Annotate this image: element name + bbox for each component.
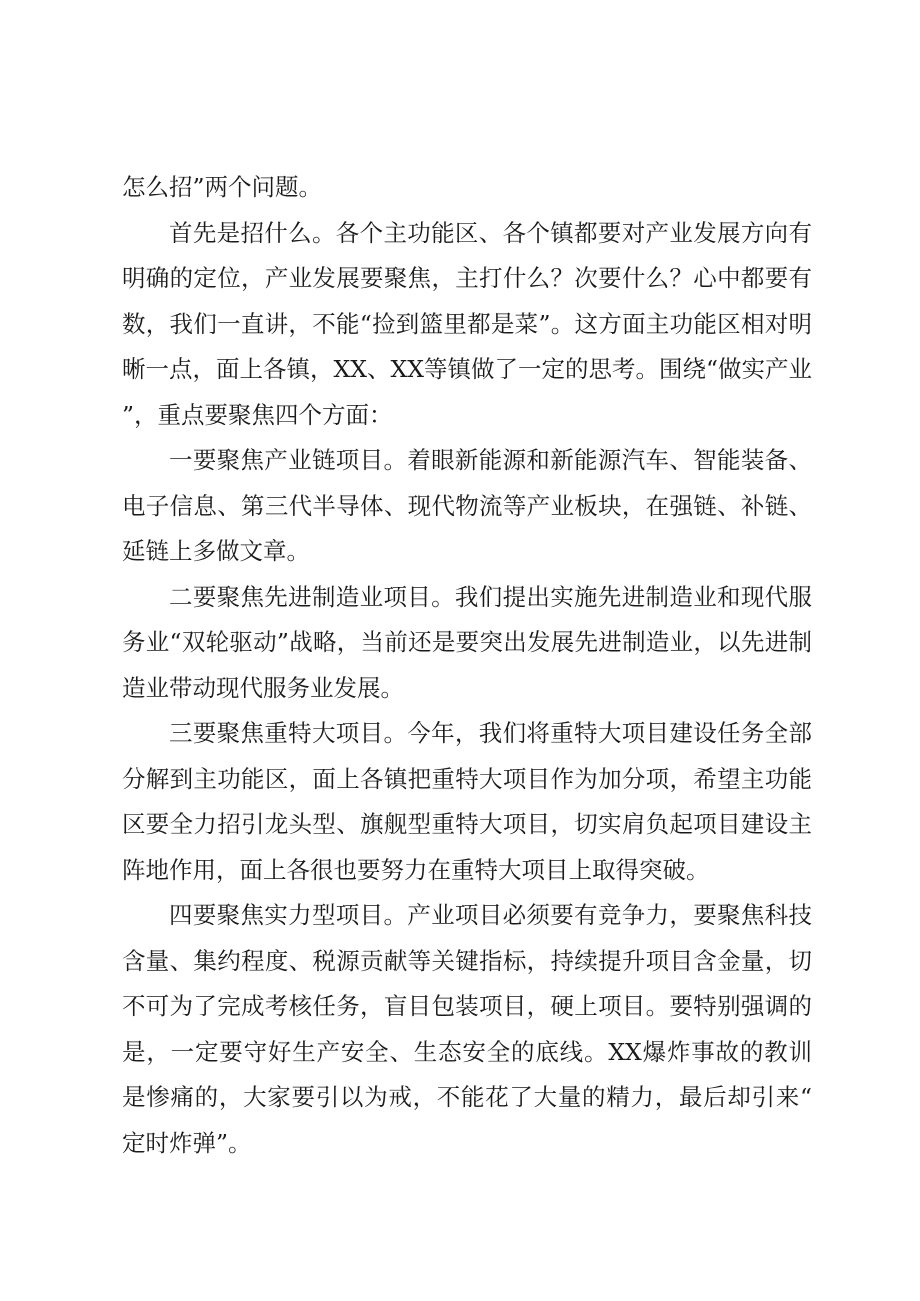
paragraph-continuation: 怎么招”两个问题。: [122, 173, 323, 201]
paragraph-point-3: 三要聚焦重特大项目。今年，我们将重特大项目建设任务全部分解到主功能区，面上各镇把重特大项目作为加分项，希望主功能区要全力招引龙头型、旗舰型重特大项目，切实肩负起项目建设主阵地作用，面上各很也要努力在重特大项目上取得突破。: [122, 719, 812, 884]
document-body: [122, 165, 812, 1166]
paragraph-point-2: 二要聚焦先进制造业项目。我们提出实施先进制造业和现代服务业“双轮驱动”战略，当前还是要突出发展先进制造业，以先进制造业带动现代服务业发展。: [122, 582, 812, 702]
paragraph-intro: 首先是招什么。各个主功能区、各个镇都要对产业发展方向有明确的定位，产业发展要聚焦，主打什么？次要什么？心中都要有数，我们一直讲，不能“捡到篮里都是菜”。这方面主功能区相对明晰一点，面上各镇，XX、XX等镇做了一定的思考。围绕“做实产业”，重点要聚焦四个方面：: [122, 218, 812, 429]
paragraph-point-1: 一要聚焦产业链项目。着眼新能源和新能源汽车、智能装备、电子信息、第三代半导体、现代物流等产业板块，在强链、补链、延链上多做文章。: [122, 446, 812, 565]
paragraph-point-4: 四要聚焦实力型项目。产业项目必须要有竞争力，要聚焦科技含量、集约程度、税源贡献等关键指标，持续提升项目含金量，切不可为了完成考核任务，盲目包装项目，硬上项目。要特别强调的是，一定要守好生产安全、生态安全的底线。XX爆炸事故的教训是惨痛的，大家要引以为戒，不能花了大量的精力，最后却引来“定时炸弹”。: [122, 901, 812, 1157]
